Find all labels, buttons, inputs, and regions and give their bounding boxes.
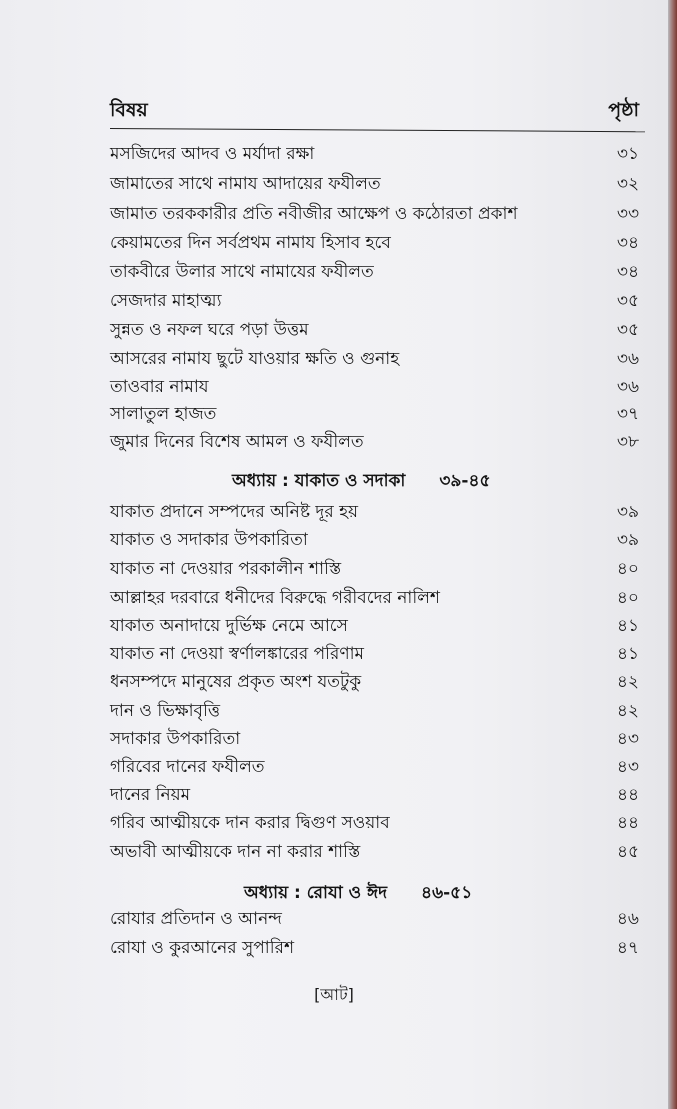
toc-entry	[110, 934, 639, 962]
entry-title: সদাকার উপকারিতা	[110, 729, 241, 749]
entry-page: ৪৪	[616, 785, 639, 805]
entry-title: সুন্নত ও নফল ঘরে পড়া উত্তম	[110, 320, 309, 340]
toc-entry	[110, 905, 639, 933]
entry-page: ৪০	[616, 588, 639, 608]
entry-title: যাকাত না দেওয়ার পরকালীন শাস্তি	[110, 559, 342, 579]
entry-title: জুমার দিনের বিশেষ আমল ও ফযীলত	[110, 432, 364, 452]
entry-page: ৩৯	[616, 502, 639, 522]
toc-entry	[110, 287, 639, 315]
entry-title: মসজিদের আদব ও মর্যাদা রক্ষা	[110, 144, 315, 164]
entry-title: যাকাত প্রদানে সম্পদের অনিষ্ট দূর হয়	[110, 502, 359, 522]
page-number-footer: [আট]	[314, 985, 354, 1004]
toc-entry	[110, 498, 639, 526]
toc-entry	[110, 258, 639, 286]
entry-page: ৪০	[616, 559, 639, 579]
entry-page: ৪৩	[616, 757, 639, 777]
entry-page: ৩৩	[616, 204, 639, 224]
entry-page: ৪২	[616, 672, 639, 692]
entry-title: রোযার প্রতিদান ও আনন্দ	[110, 909, 282, 929]
entry-title: যাকাত না দেওয়া স্বর্ণালঙ্কারের পরিণাম	[110, 644, 365, 664]
chapter-title: অধ্যায় : রোযা ও ঈদ	[244, 883, 388, 903]
entry-title: তাওবার নামায	[110, 377, 209, 397]
entry-title: কেয়ামতের দিন সর্বপ্রথম নামায হিসাব হবে	[110, 233, 391, 253]
chapter-title: অধ্যায় : যাকাত ও সদাকা	[232, 471, 406, 491]
entry-page: ৪৬	[616, 909, 639, 929]
entry-page: ৩৬	[616, 349, 639, 369]
toc-entry	[110, 526, 639, 554]
chapter-heading-fasting	[244, 878, 472, 908]
entry-page: ৩৮	[616, 432, 639, 452]
entry-title: জামাত তরককারীর প্রতি নবীজীর আক্ষেপ ও কঠোরতা প্রকাশ	[110, 204, 518, 224]
entry-page: ৪৫	[616, 842, 639, 862]
entry-title: যাকাত অনাদায়ে দুর্ভিক্ষ নেমে আসে	[110, 616, 348, 636]
chapter-range: ৪৬-৫১	[421, 883, 473, 903]
entry-title: রোযা ও কুরআনের সুপারিশ	[110, 938, 295, 958]
toc-entry	[110, 345, 639, 373]
toc-entry	[110, 140, 639, 168]
toc-entry	[110, 838, 639, 866]
entry-title: গরিব আত্মীয়কে দান করার দ্বিগুণ সওয়াব	[110, 813, 390, 833]
subject-heading: বিষয়	[110, 99, 148, 121]
toc-entry	[110, 428, 639, 456]
entry-page: ৩৪	[616, 262, 639, 282]
toc-entry	[110, 668, 639, 696]
entry-page: ৩৭	[616, 404, 639, 424]
entry-page: ৩৫	[616, 291, 639, 311]
entry-page: ৩১	[616, 144, 639, 164]
entry-page: ৪৭	[616, 938, 639, 958]
entry-title: জামাতের সাথে নামায আদায়ের ফযীলত	[110, 174, 381, 194]
toc-entry	[110, 781, 639, 809]
entry-page: ৩২	[616, 174, 639, 194]
entry-title: অভাবী আত্মীয়কে দান না করার শাস্তি	[110, 842, 361, 862]
entry-page: ৩৪	[616, 233, 639, 253]
toc-entry	[110, 753, 639, 781]
entry-title: সালাতুল হাজত	[110, 404, 217, 424]
entry-page: ৩৯	[616, 530, 639, 550]
entry-page: ৩৫	[616, 320, 639, 340]
toc-entry	[110, 373, 639, 401]
entry-title: সেজদার মাহাত্ম্য	[110, 291, 222, 311]
entry-title: আল্লাহর দরবারে ধনীদের বিরুদ্ধে গরীবদের নালিশ	[110, 588, 440, 608]
toc-entry	[110, 170, 639, 198]
toc-entry	[110, 229, 639, 257]
toc-entry	[110, 697, 639, 725]
entry-title: ধনসম্পদে মানুষের প্রকৃত অংশ যতটুকু	[110, 672, 362, 692]
toc-entry	[110, 809, 639, 837]
toc-entry	[110, 640, 639, 668]
entry-page: ৪৪	[616, 813, 639, 833]
toc-entry	[110, 584, 639, 612]
toc-entry	[110, 725, 639, 753]
chapter-range: ৩৯-৪৫	[439, 471, 491, 491]
entry-page: ৩৬	[616, 377, 639, 397]
entry-title: তাকবীরে উলার সাথে নামাযের ফযীলত	[110, 262, 374, 282]
toc-entry	[110, 555, 639, 583]
toc-entry	[110, 316, 639, 344]
toc-header	[110, 96, 639, 124]
page-heading: পৃষ্ঠা	[608, 99, 639, 121]
entry-page: ৪২	[616, 701, 639, 721]
entry-page: ৪৩	[616, 729, 639, 749]
page-edge	[668, 0, 677, 1109]
chapter-heading-zakat	[232, 466, 491, 496]
entry-title: আসরের নামায ছুটে যাওয়ার ক্ষতি ও গুনাহ	[110, 349, 400, 369]
toc-entry	[110, 200, 639, 228]
entry-title: গরিবের দানের ফযীলত	[110, 757, 265, 777]
toc-entry	[110, 612, 639, 640]
entry-title: যাকাত ও সদাকার উপকারিতা	[110, 530, 308, 550]
entry-title: দান ও ভিক্ষাবৃত্তি	[110, 701, 221, 721]
entry-title: দানের নিয়ম	[110, 785, 191, 805]
entry-page: ৪১	[616, 644, 639, 664]
toc-entry	[110, 400, 639, 428]
entry-page: ৪১	[616, 616, 639, 636]
